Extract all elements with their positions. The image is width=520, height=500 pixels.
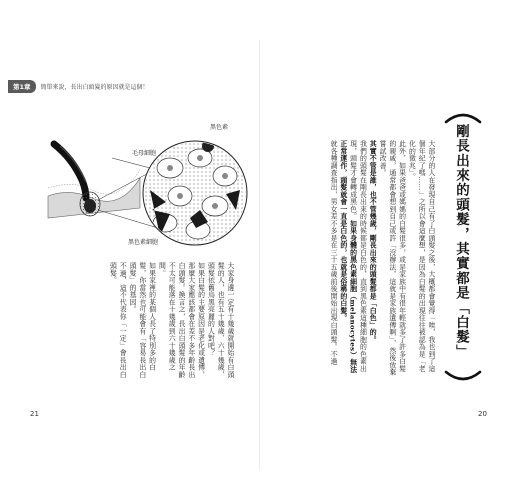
left-body-text: 大家身邊一定有十幾歲就開始有白頭髮的人，也有五十幾歲、六十幾歲，頭髮依舊烏黑亮麗的人對吧？ 如果白髮的主要原因是老化或遺傳，那麼大家應該都會在差不多年齡長出白頭髮。換言之，長出白頭髮的年齡不太可能落在十幾歲到六十幾歲之間。 如果家裡的某個人長了特別多的白髮，你當然也可能會有「容易長出白頭髮」的基因。 不過，這不代表你「一定」會長出白頭髮。 — [108, 262, 234, 378]
chapter-title: 簡單來說，長出白頭髮的原因就是這個！ — [40, 84, 149, 91]
heading-bracket — [442, 112, 484, 382]
page-number-right: 20 — [478, 410, 487, 418]
right-para-3: 就各種調查指出，男女差不多是在三十五歲前後開始出現白頭髮。不過 — [329, 140, 338, 365]
right-para-2: 我們的頭髮在剛長出來的時候都是白色的，直到黑色素這種細胞的色素出現，頭髮才會轉成黑色。 — [348, 140, 367, 372]
chapter-badge: 第1章 — [8, 80, 36, 93]
label-melanocyte: 黑色素細胞 — [128, 239, 159, 246]
section-heading: 剛長出來的頭髮，其實都是「白髮」 — [453, 124, 469, 360]
label-hair-follicle-cell: 毛母細胞 — [132, 150, 157, 157]
page-number-left: 21 — [30, 410, 39, 418]
right-para-1: 大部分的人在發現自己有了白頭髮之後，大概都會覺得「唉，我也到了這個年紀了嗎……」之所以會這麼想，是因為白髮的出現往往被認為是「老化的徵兆」。 此外，如果爸爸或媽媽的白髮很多，或是家族中有很年輕就多了許多白髮的親戚，通常都會想到自己或許「沒辦法，這就是家族遺傳啊」，然後放棄嘗試改善。 — [378, 140, 435, 376]
right-bold-1: 其實不管是誰，也不管幾歲，剛長出來的頭髮都是「白色」的。 — [368, 140, 377, 343]
right-bold-2: 如果身體的黑色素細胞（melanocytes）無法正常運作，頭髮就會一直是白色的，也就是俗稱的白髮。 — [338, 140, 357, 374]
label-melanin: 黑色素 — [210, 124, 229, 131]
right-body-text — [287, 140, 435, 376]
